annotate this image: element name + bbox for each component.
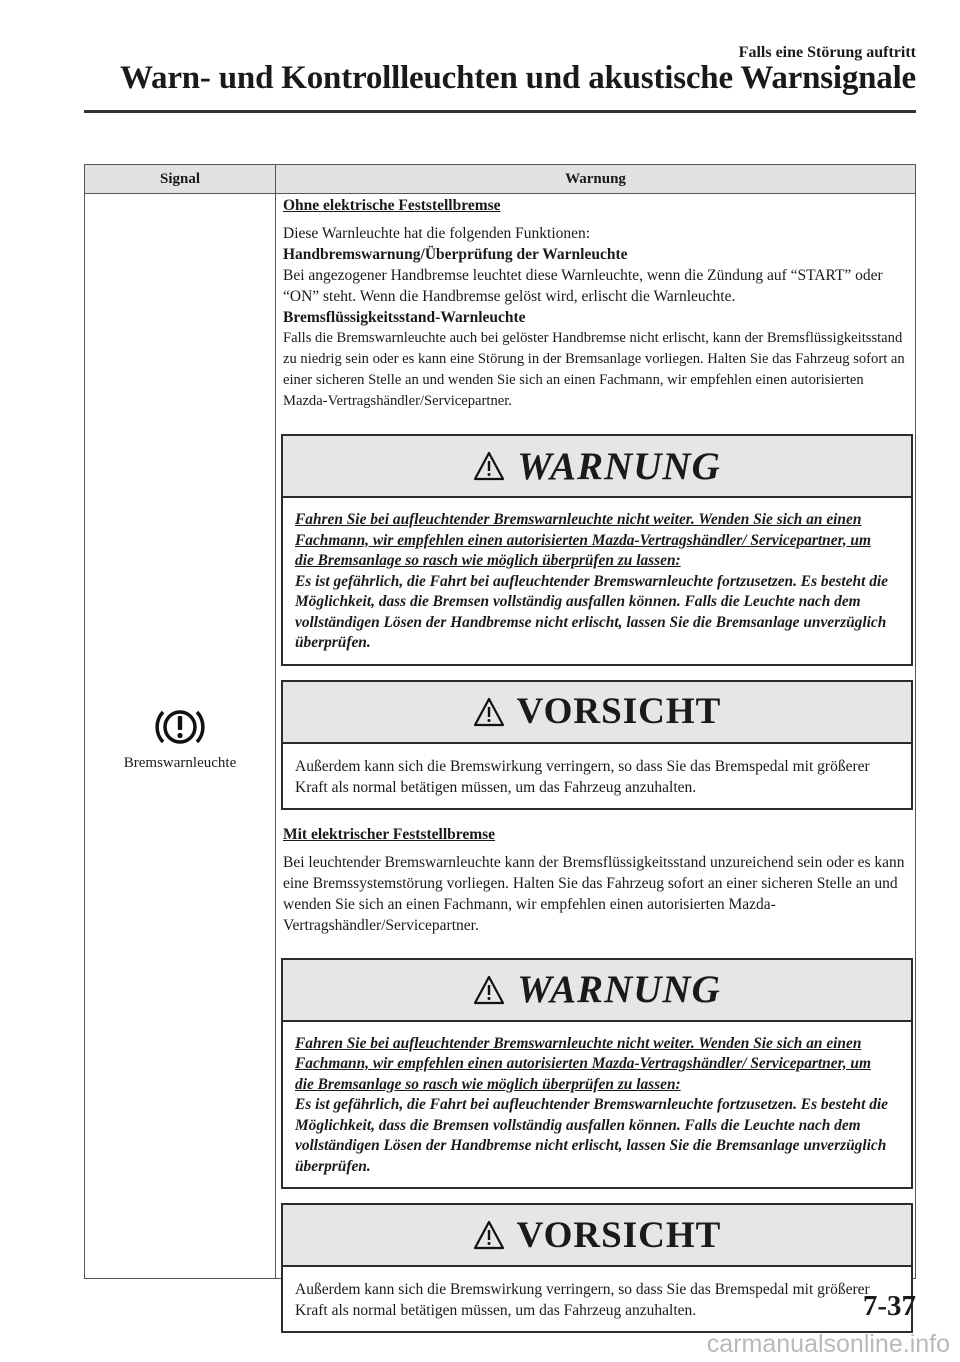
column-header-signal: Signal xyxy=(159,171,201,187)
caution-text: Außerdem kann sich die Bremswirkung verringern, so dass Sie das Bremspedal mit größerer Kraft als normal betätigen müssen, um das Fahrzeug anzuhalten. xyxy=(295,1281,870,1319)
page-title: Warn- und Kontrollleuchten und akustische Warnsignale xyxy=(120,60,916,96)
caution-box-header xyxy=(283,682,911,744)
warning-title: WARNUNG xyxy=(517,444,721,488)
paragraph: Diese Warnleuchte hat die folgenden Funktionen: xyxy=(283,225,591,242)
column-header-warning: Warnung xyxy=(565,171,626,187)
brake-warning-icon xyxy=(153,705,207,749)
warning-triangle-icon xyxy=(473,975,505,1005)
section-name: Falls eine Störung auftritt xyxy=(738,44,916,61)
watermark: carmanualsonline.info xyxy=(706,1330,950,1358)
column-divider xyxy=(275,193,276,1278)
subsection-title: Ohne elektrische Feststellbremse xyxy=(283,197,501,214)
warning-text-underlined: Fahren Sie bei aufleuchtender Bremswarnleuchte nicht weiter. Wenden Sie sich an einen Fachmann, wir empfehlen einen autorisierten Mazda-Vertragshändler/ Servicepartner, um die Bremsanlage so rasch wie möglich überprüfen zu lassen: xyxy=(295,1034,871,1093)
warning-text: Es ist gefährlich, die Fahrt bei aufleuchtender Bremswarnleuchte fortzusetzen. Es besteht die Möglichkeit, dass die Bremsen vollständig ausfallen können. Falls die Leuchte nach dem vollständigen Lösen der Handbremse nicht erlischt, lassen Sie die Bremsanlage unverzüglich überprüfen. xyxy=(295,1096,889,1175)
caution-title: VORSICHT xyxy=(516,1214,722,1256)
warning-text-underlined: Fahren Sie bei aufleuchtender Bremswarnleuchte nicht weiter. Wenden Sie sich an einen Fachmann, wir empfehlen einen autorisierten Mazda-Vertragshändler/ Servicepartner, um die Bremsanlage so rasch wie möglich überprüfen zu lassen: xyxy=(295,511,871,569)
caution-box-header xyxy=(283,1205,911,1267)
warning-box xyxy=(281,434,913,666)
warning-triangle-icon xyxy=(473,697,505,727)
paragraph-heading: Handbremswarnung/Überprüfung der Warnleuchte xyxy=(283,246,628,263)
caution-text: Außerdem kann sich die Bremswirkung verringern, so dass Sie das Bremspedal mit größerer Kraft als normal betätigen müssen, um das Fahrzeug anzuhalten. xyxy=(295,757,870,796)
warning-box-header xyxy=(283,436,911,498)
paragraph-heading: Bremsflüssigkeitsstand-Warnleuchte xyxy=(283,309,526,326)
warning-box xyxy=(281,958,913,1190)
header-rule xyxy=(84,110,916,113)
caution-box xyxy=(281,1203,913,1333)
signal-cell xyxy=(85,705,275,772)
paragraph: Falls die Bremswarnleuchte auch bei gelöster Handbremse nicht erlischt, kann der Bremsflüssigkeitsstand zu niedrig sein oder es kann eine Störung in der Bremsanlage vorliegen. Halten Sie das Fahrzeug sofort an einer sicheren Stelle an und wenden Sie sich an einen Fachmann, wir empfehlen einen autorisierten Mazda-Vertragshändler/Servicepartner. xyxy=(283,330,905,409)
subsection-title: Mit elektrischer Feststellbremse xyxy=(283,825,496,843)
warning-title: WARNUNG xyxy=(517,968,721,1011)
paragraph: Bei angezogener Handbremse leuchtet diese Warnleuchte, wenn die Zündung auf “START” oder “ON” steht. Wenn die Handbremse gelöst wird, erlischt die Warnleuchte. xyxy=(283,267,883,305)
caution-title: VORSICHT xyxy=(516,691,722,732)
page-header xyxy=(0,0,960,120)
signal-label: Bremswarnleuchte xyxy=(123,755,237,771)
warning-triangle-icon xyxy=(473,1220,505,1250)
page-number: 7-37 xyxy=(862,1290,916,1322)
caution-box xyxy=(281,680,913,810)
warning-box-header xyxy=(283,960,911,1022)
warning-content xyxy=(283,197,909,1333)
warning-text: Es ist gefährlich, die Fahrt bei aufleuchtender Bremswarnleuchte fortzusetzen. Es besteht die Möglichkeit, dass die Bremsen vollständig ausfallen können. Falls die Leuchte nach dem vollständigen Lösen der Handbremse nicht erlischt, lassen Sie die Bremsanlage unverzüglich überprüfen. xyxy=(295,572,889,651)
warning-triangle-icon xyxy=(473,451,505,481)
table-header xyxy=(85,165,915,194)
paragraph: Bei leuchtender Bremswarnleuchte kann der Bremsflüssigkeitsstand unzureichend sein oder es kann eine Bremssystemstörung vorliegen. Halten Sie das Fahrzeug sofort an einer sicheren Stelle an und wenden Sie sich an einen Fachmann, wir empfehlen einen autorisierten Mazda-Vertragshändler/Servicepartner. xyxy=(283,853,905,934)
